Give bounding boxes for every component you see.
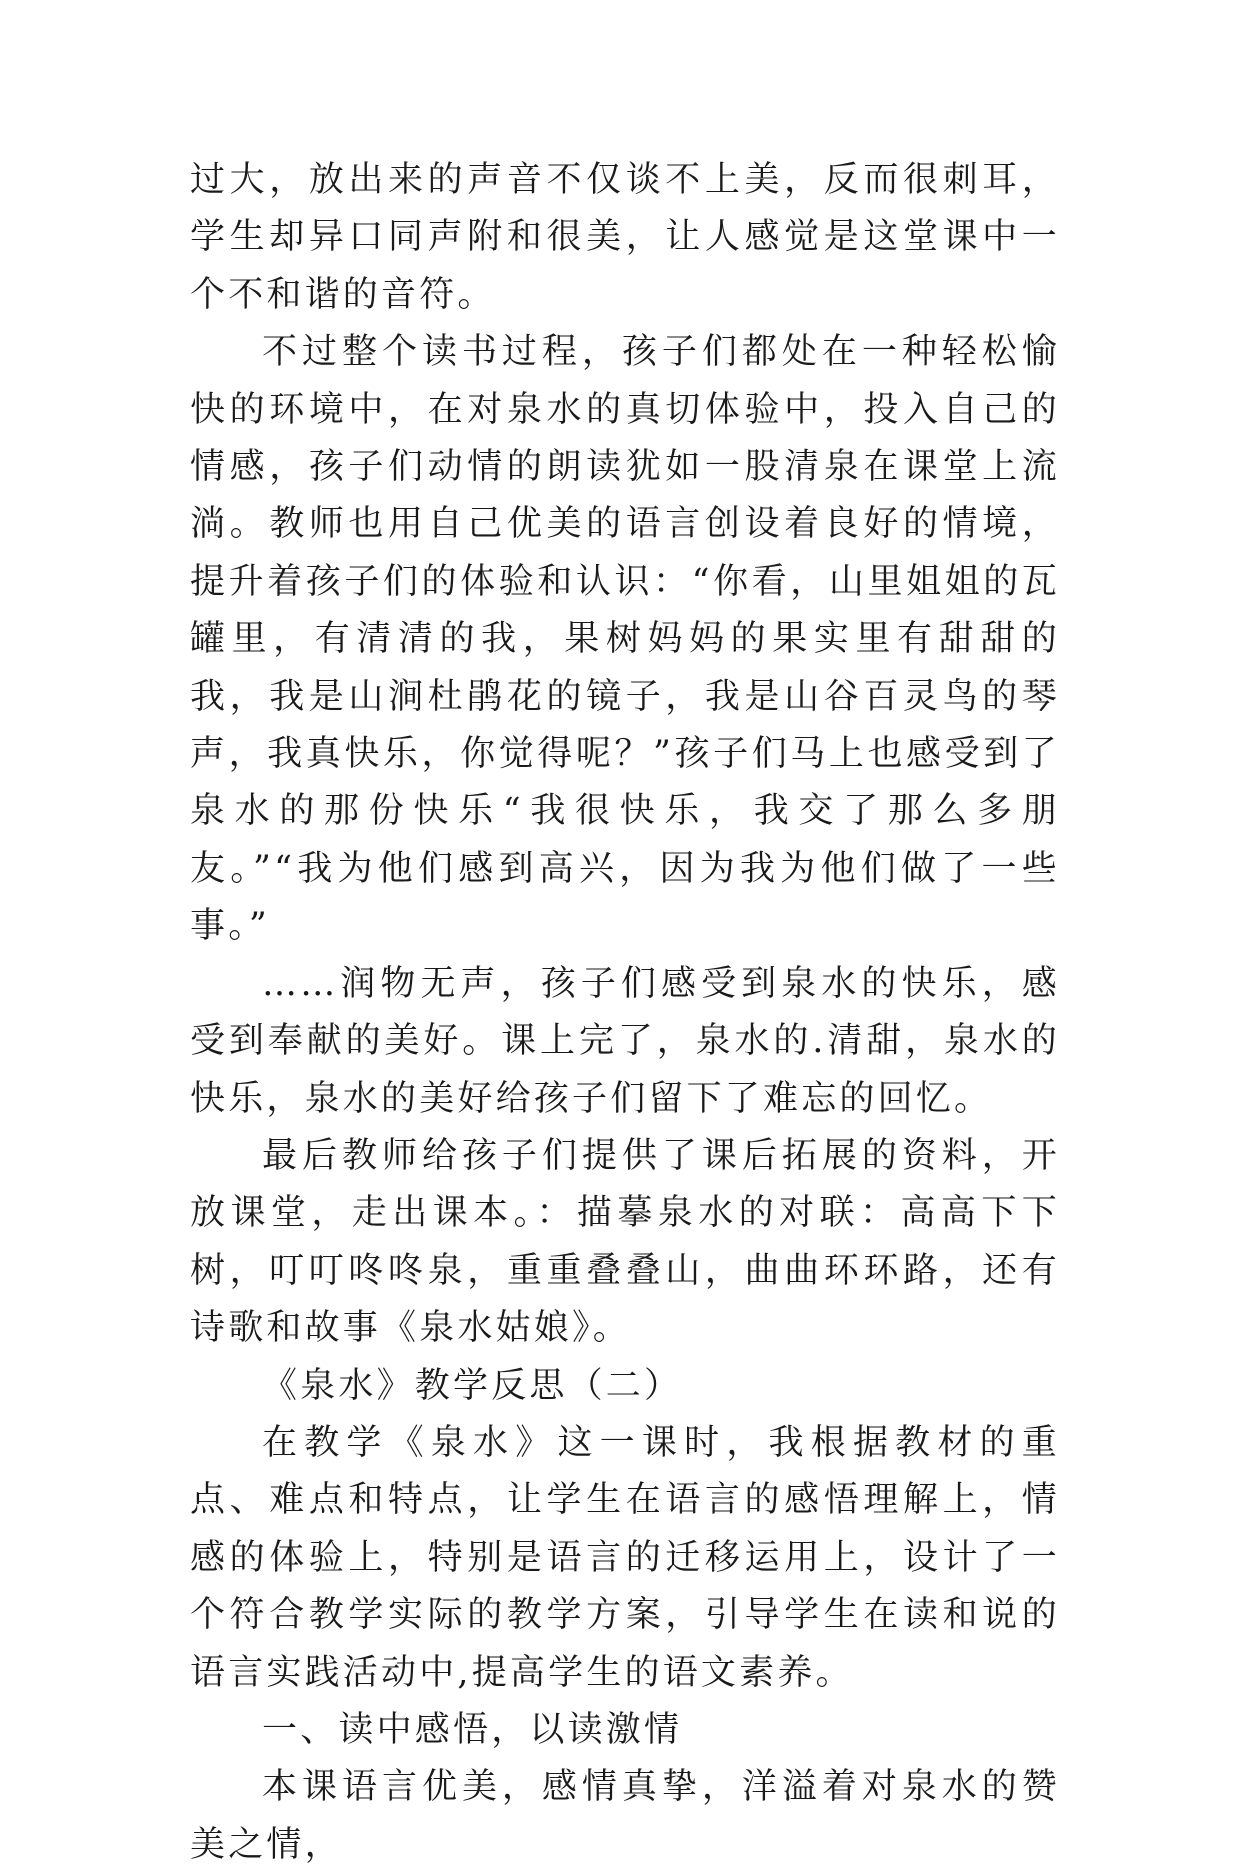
- document-body: [190, 152, 1060, 1874]
- paragraph-teaching-plan: 在教学《泉水》这一课时，我根据教材的重点、难点和特点，让学生在语言的感悟理解上，情感的体验上，特别是语言的迁移运用上，设计了一个符合教学实际的教学方案，引导学生在读和说的语言实践活动中,提高学生的语文素养。: [190, 1422, 1060, 1693]
- section-title-reflection-two: 《泉水》教学反思（二）: [262, 1365, 683, 1406]
- paragraph-extension-materials: 最后教师给孩子们提供了课后拓展的资料，开放课堂，走出课本。：描摹泉水的对联：高高下下树，叮叮咚咚泉，重重叠叠山，曲曲环环路，还有诗歌和故事《泉水姑娘》。: [190, 1135, 1060, 1349]
- paragraph-continuation: 过大，放出来的声音不仅谈不上美，反而很刺耳，学生却异口同声附和很美，让人感觉是这堂课中一个不和谐的音符。: [190, 160, 1060, 315]
- subsection-title-read-and-feel: 一、读中感悟，以读激情: [262, 1709, 683, 1750]
- paragraph-silent-nourishment: ……润物无声，孩子们感受到泉水的快乐，感受到奉献的美好。课上完了，泉水的.清甜，泉水的快乐，泉水的美好给孩子们留下了难忘的回忆。: [190, 963, 1060, 1119]
- paragraph-reading-process: 不过整个读书过程，孩子们都处在一种轻松愉快的环境中，在对泉水的真切体验中，投入自己的情感，孩子们动情的朗读犹如一股清泉在课堂上流淌。教师也用自己优美的语言创设着良好的情境，提升着孩子们的体验和认识：“你看，山里姐姐的瓦罐里，有清清的我，果树妈妈的果实里有甜甜的我，我是山涧杜鹃花的镜子，我是山谷百灵鸟的琴声，我真快乐，你觉得呢？”孩子们马上也感受到了泉水的那份快乐“我很快乐，我交了那么多朋友。”“我为他们感到高兴，因为我为他们做了一些事。”: [190, 332, 1060, 947]
- paragraph-language-beauty: 本课语言优美，感情真挚，洋溢着对泉水的赞美之情，: [190, 1767, 1060, 1865]
